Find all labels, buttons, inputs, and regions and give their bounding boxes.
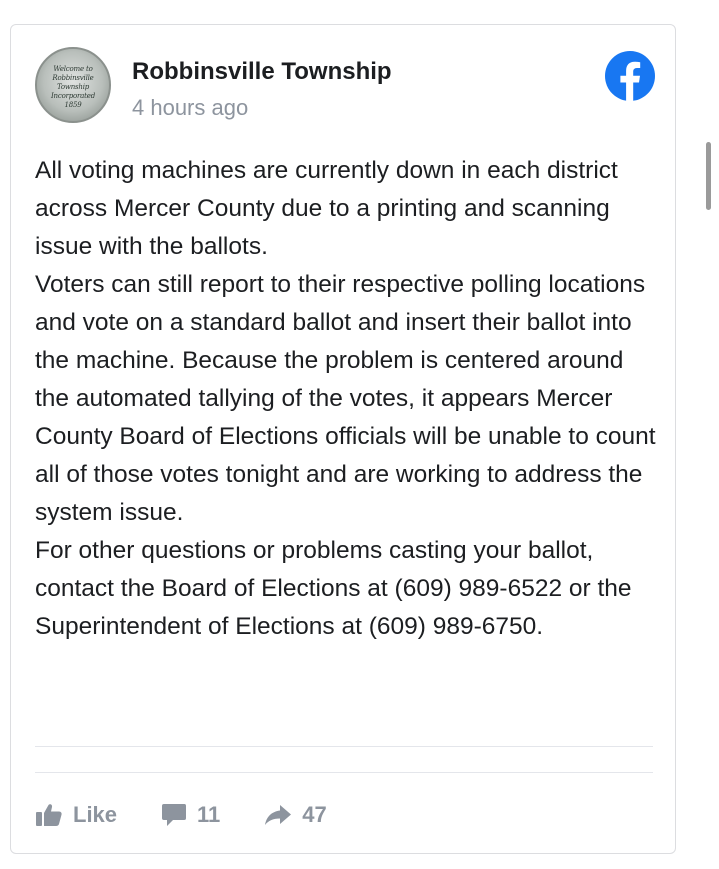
comment-count: 11 <box>197 802 221 827</box>
thumbs-up-icon <box>35 803 63 827</box>
post-timestamp[interactable]: 4 hours ago <box>132 95 249 120</box>
scrollbar[interactable] <box>706 142 711 210</box>
page-name-link[interactable]: Robbinsville Township <box>132 58 392 85</box>
divider <box>35 772 653 773</box>
divider <box>35 746 653 747</box>
facebook-logo-icon[interactable] <box>605 51 655 101</box>
comment-button[interactable] <box>161 802 220 828</box>
share-count: 47 <box>302 802 327 827</box>
post-paragraph: For other questions or problems casting your ballot, contact the Board of Elections at (609) 989-6522 or the Superintendent of Elections at (609) 989-6750. <box>35 537 632 640</box>
like-label: Like <box>73 802 118 827</box>
post-paragraph: All voting machines are currently down in each district across Mercer County due to a printing and scanning issue with the ballots. <box>35 157 618 260</box>
post-card <box>10 24 676 854</box>
share-arrow-icon <box>264 804 292 826</box>
share-button[interactable] <box>264 802 326 828</box>
post-actions <box>35 795 371 835</box>
avatar-sign-text: Welcome to Robbinsville Township Incorporated 1859 <box>50 65 95 109</box>
comment-icon <box>161 803 187 827</box>
avatar[interactable] <box>35 47 111 123</box>
like-button[interactable] <box>35 802 117 828</box>
post-text <box>35 152 661 646</box>
post-paragraph: Voters can still report to their respective polling locations and vote on a standard ballot and insert their ballot into the machine. Because the problem is centered around the automated tallying of the votes, it appears Mercer County Board of Elections officials will be unable to count all of those votes tonight and are working to address the system issue. <box>35 271 656 526</box>
